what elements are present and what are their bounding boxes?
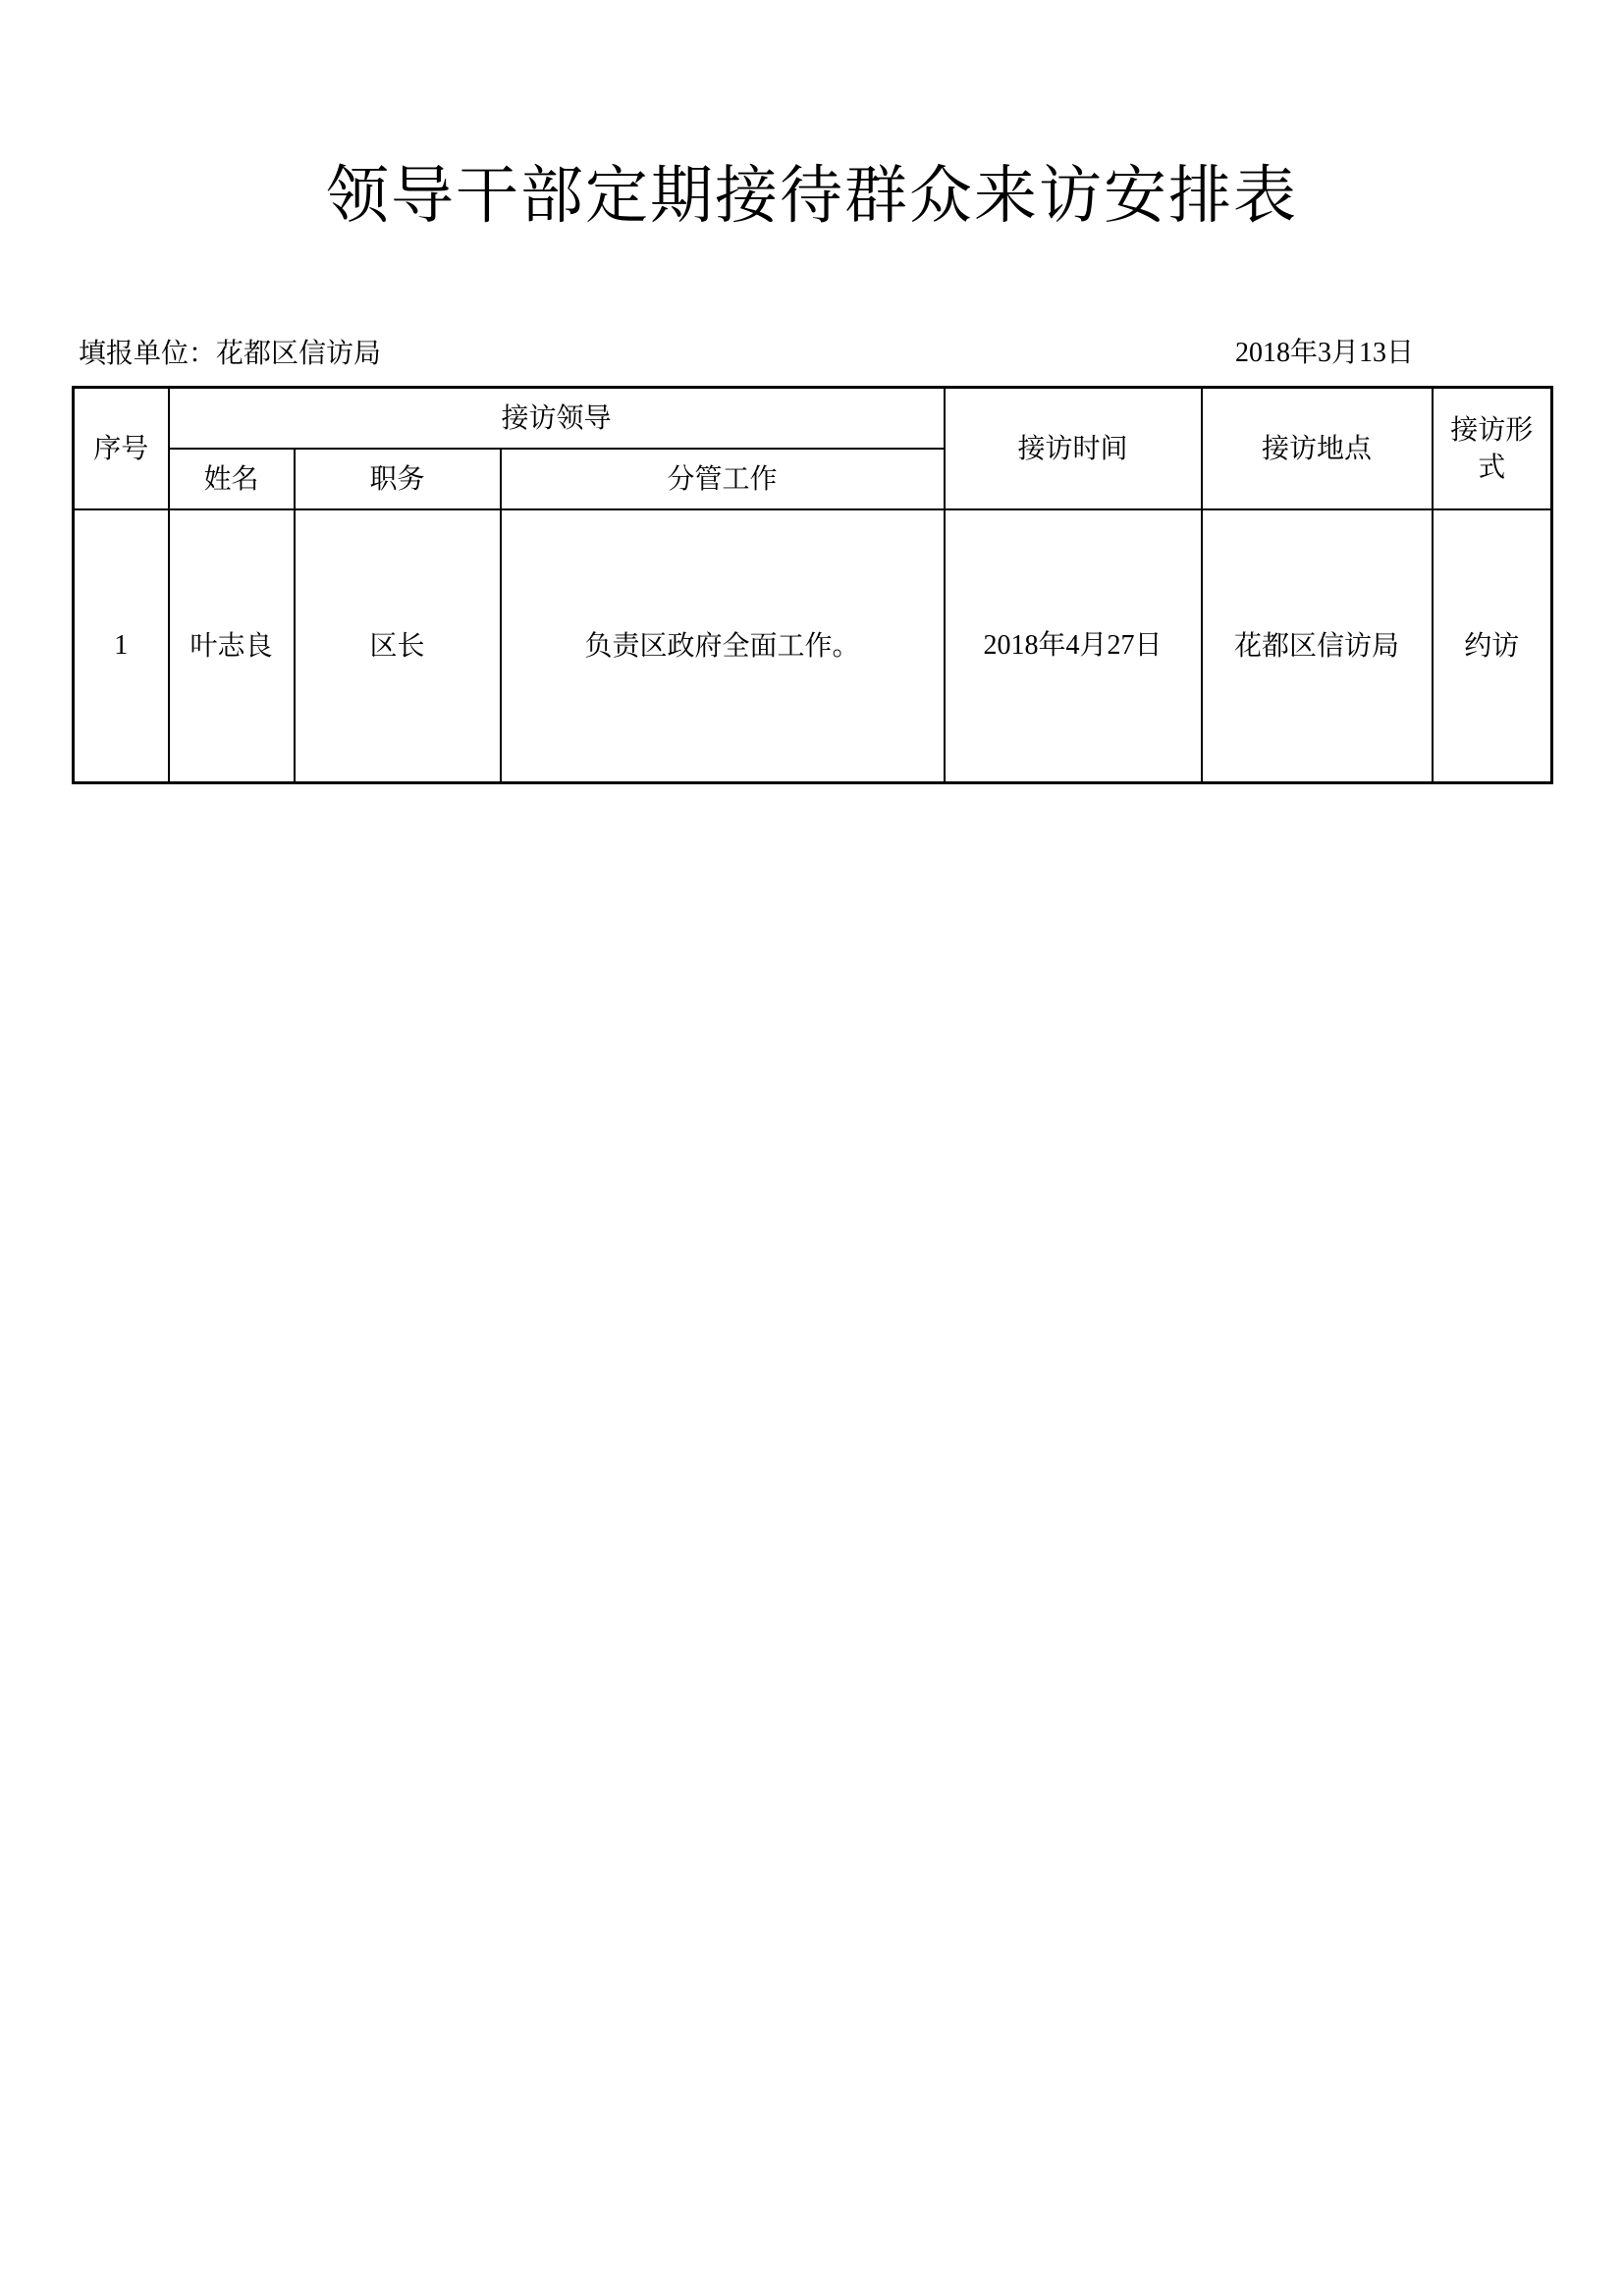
header-position: 职务 bbox=[295, 449, 501, 509]
header-location: 接访地点 bbox=[1202, 388, 1433, 510]
cell-location: 花都区信访局 bbox=[1202, 509, 1433, 783]
header-responsibility: 分管工作 bbox=[501, 449, 945, 509]
header-name: 姓名 bbox=[169, 449, 295, 509]
header-time: 接访时间 bbox=[945, 388, 1202, 510]
header-row-1 bbox=[74, 388, 1552, 450]
cell-name: 叶志良 bbox=[169, 509, 295, 783]
cell-responsibility: 负责区政府全面工作。 bbox=[501, 509, 945, 783]
cell-time: 2018年4月27日 bbox=[945, 509, 1202, 783]
header-seq: 序号 bbox=[74, 388, 169, 510]
cell-form: 约访 bbox=[1433, 509, 1552, 783]
page-title: 领导干部定期接待群众来访安排表 bbox=[326, 160, 1298, 233]
cell-position: 区长 bbox=[295, 509, 501, 783]
header-form: 接访形式 bbox=[1433, 388, 1552, 510]
report-date: 2018年3月13日 bbox=[1234, 338, 1414, 368]
table-row bbox=[74, 509, 1552, 783]
reporting-unit: 填报单位：花都区信访局 bbox=[79, 337, 382, 369]
schedule-table bbox=[72, 386, 1553, 784]
cell-seq: 1 bbox=[74, 509, 169, 783]
header-leader-group: 接访领导 bbox=[169, 388, 945, 450]
